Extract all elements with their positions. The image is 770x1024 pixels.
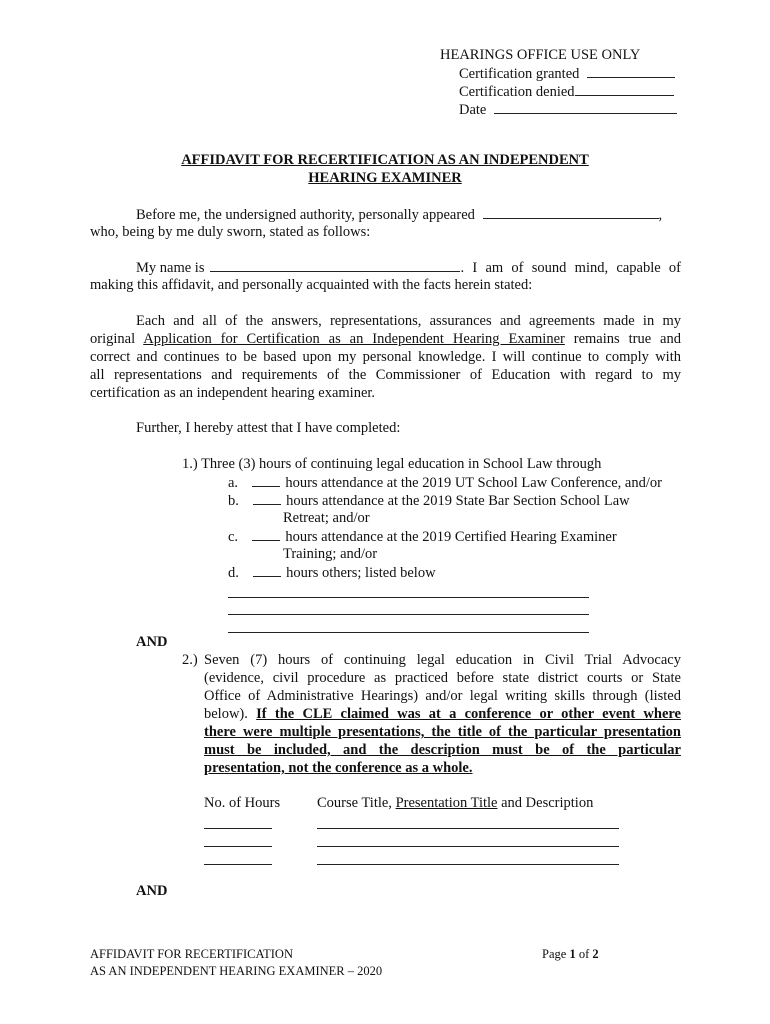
item1-c-hours-field[interactable] xyxy=(252,528,280,541)
current-page: 1 xyxy=(569,947,576,961)
page-label: Page xyxy=(542,947,570,961)
date-row xyxy=(440,101,685,119)
document-title-line1: AFFIDAVIT FOR RECERTIFICATION AS AN INDEPENDENT xyxy=(181,152,589,168)
certification-granted-row xyxy=(440,65,685,83)
item1-b-text: hours attendance at the 2019 State Bar Section School Law xyxy=(286,493,630,509)
para3-line3: correct and continues to be based upon my personal knowledge. I will continue to comply with xyxy=(90,349,681,365)
item1-d-hours-field[interactable] xyxy=(253,564,281,577)
item1-c xyxy=(228,528,617,546)
item1-b-cont: Retreat; and/or xyxy=(283,510,370,526)
item1-d-letter: d. xyxy=(228,565,239,581)
certification-denied-label: Certification denied xyxy=(459,84,575,100)
item1-d-text: hours others; listed below xyxy=(286,565,436,581)
item2-emphasis-1: If the CLE claimed was at a conference or other event where xyxy=(256,706,681,722)
other-cle-line-1[interactable] xyxy=(228,597,589,598)
and-separator-2: AND xyxy=(136,883,168,899)
para2-line2: making this affidavit, and personally acquainted with the facts herein stated: xyxy=(90,277,533,293)
item1-a-text: hours attendance at the 2019 UT School Law Conference, and/or xyxy=(285,475,662,491)
para1-text: Before me, the undersigned authority, personally appeared xyxy=(136,207,475,223)
item2-num: 2.) xyxy=(182,652,198,668)
course-field-2[interactable] xyxy=(317,846,619,847)
item2-below: below). xyxy=(204,706,257,722)
item1-b xyxy=(228,492,630,510)
item2-line1: Seven (7) hours of continuing legal education in Civil Trial Advocacy xyxy=(204,652,681,668)
course-title-label: Course Title, xyxy=(317,795,396,811)
para3-remains: remains true and xyxy=(564,331,681,347)
document-title-line2: HEARING EXAMINER xyxy=(308,170,462,186)
course-column-header xyxy=(317,795,593,812)
item2-line3: Office of Administrative Hearings) and/or legal writing skills through (listed xyxy=(204,688,681,704)
office-use-heading: HEARINGS OFFICE USE ONLY xyxy=(440,47,641,63)
hours-column-header: No. of Hours xyxy=(204,795,281,811)
item1-b-letter: b. xyxy=(228,493,239,509)
certification-denied-row xyxy=(440,83,685,101)
para3-line4: all representations and requirements of the Commissioner of Education with regard to my xyxy=(90,367,681,383)
certification-denied-field[interactable] xyxy=(575,83,674,96)
footer-title-line1: AFFIDAVIT FOR RECERTIFICATION xyxy=(90,947,293,961)
course-field-1[interactable] xyxy=(317,828,619,829)
my-name-label: My name is xyxy=(136,260,205,276)
other-cle-line-3[interactable] xyxy=(228,632,589,633)
para1-comma: , xyxy=(658,207,663,223)
item2-line2: (evidence, civil procedure as practiced before state district courts or State xyxy=(204,670,681,686)
para1-line1 xyxy=(136,206,662,224)
certification-granted-field[interactable] xyxy=(587,65,675,78)
item2-line6: must be included, and the description must be of the particular xyxy=(204,742,681,758)
para2-text: . I am of sound mind, capable of xyxy=(460,260,681,276)
hours-field-2[interactable] xyxy=(204,846,272,847)
certification-granted-label: Certification granted xyxy=(459,66,580,82)
para3-line5: certification as an independent hearing examiner. xyxy=(90,385,376,401)
attest-statement: Further, I hereby attest that I have completed: xyxy=(136,420,401,436)
para1-line2: who, being by me duly sworn, stated as follows: xyxy=(90,224,371,240)
page-of: of xyxy=(575,947,593,961)
date-label: Date xyxy=(459,102,487,118)
item1-a xyxy=(228,474,662,492)
hours-field-3[interactable] xyxy=(204,864,272,865)
description-label: and Description xyxy=(497,795,594,811)
my-name-field[interactable] xyxy=(210,259,460,272)
para3-original: original xyxy=(90,331,144,347)
item1-d xyxy=(228,564,436,582)
para3-line2 xyxy=(90,331,681,348)
page-number xyxy=(542,947,599,962)
item2-line7: presentation, not the conference as a whole. xyxy=(204,760,473,776)
other-cle-line-2[interactable] xyxy=(228,614,589,615)
presentation-title-label: Presentation Title xyxy=(395,795,498,811)
item1-a-hours-field[interactable] xyxy=(252,474,280,487)
item1-c-text: hours attendance at the 2019 Certified Hearing Examiner xyxy=(285,529,617,545)
item1-c-cont: Training; and/or xyxy=(283,546,378,562)
office-use-block xyxy=(440,47,685,119)
total-pages: 2 xyxy=(592,947,599,961)
item2-line5: there were multiple presentations, the title of the particular presentation xyxy=(204,724,681,740)
and-separator-1: AND xyxy=(136,634,168,650)
para3-line1: Each and all of the answers, representations, assurances and agreements made in my xyxy=(136,313,681,329)
hours-field-1[interactable] xyxy=(204,828,272,829)
item2-line4 xyxy=(204,706,681,723)
date-field[interactable] xyxy=(494,101,677,114)
item1-a-letter: a. xyxy=(228,475,239,491)
course-field-3[interactable] xyxy=(317,864,619,865)
application-title: Application for Certification as an Independent Hearing Examiner xyxy=(143,331,565,347)
item1-c-letter: c. xyxy=(228,529,239,545)
item1-b-hours-field[interactable] xyxy=(253,492,281,505)
item1-heading: 1.) Three (3) hours of continuing legal education in School Law through xyxy=(182,456,602,472)
footer-title-line2: AS AN INDEPENDENT HEARING EXAMINER – 2020 xyxy=(90,964,383,978)
para2-line1 xyxy=(136,259,681,277)
appeared-name-field[interactable] xyxy=(483,206,659,219)
